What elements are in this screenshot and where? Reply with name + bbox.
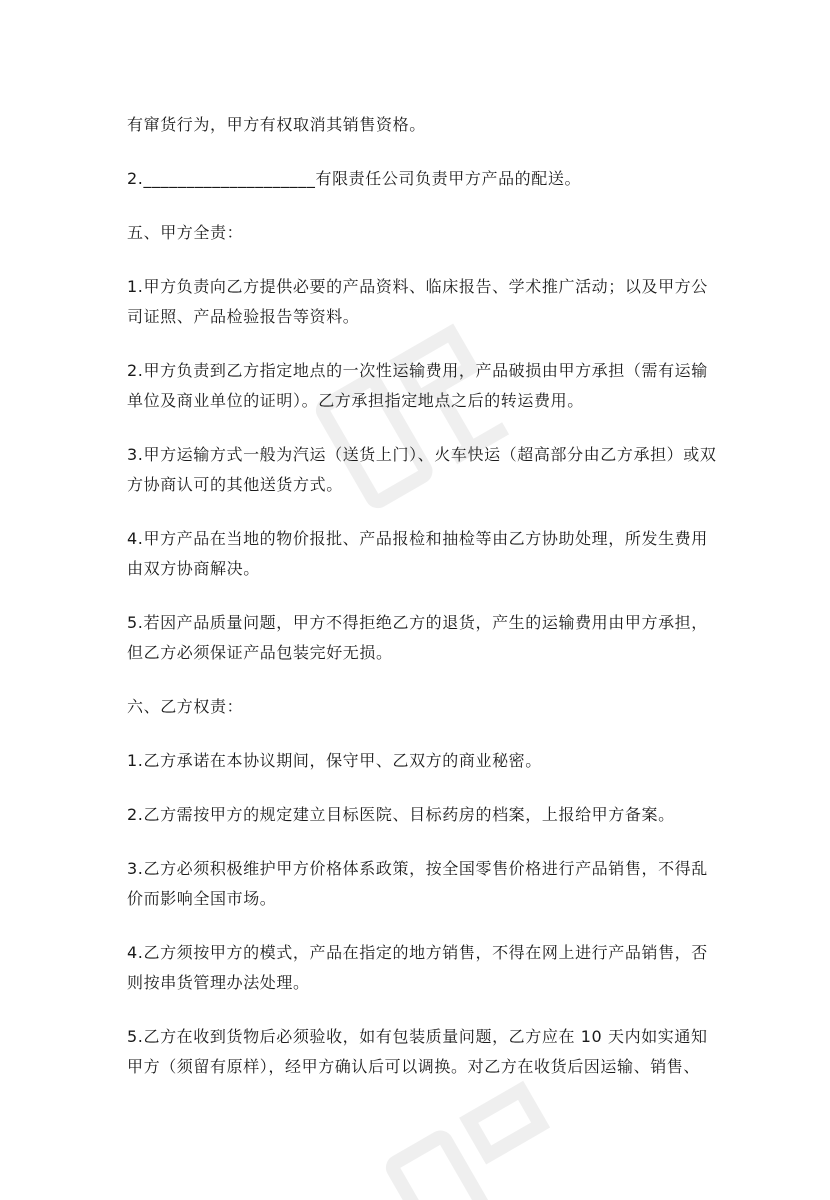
paragraph (127, 356, 717, 416)
paragraph (127, 800, 717, 830)
text-line: 2.乙方需按甲方的规定建立目标医院、目标药房的档案，上报给甲方备案。 (127, 805, 675, 824)
text-line: 价而影响全国市场。 (127, 889, 277, 908)
text-line: 则按串货管理办法处理。 (127, 973, 310, 992)
paragraph (127, 164, 717, 194)
text-line: 六、乙方权责： (127, 697, 244, 716)
section-heading (127, 218, 717, 248)
text-line: 方协商认可的其他送货方式。 (127, 475, 343, 494)
text-line: 由双方协商解决。 (127, 559, 260, 578)
paragraph (127, 524, 717, 584)
document-body (127, 110, 717, 1106)
paragraph (127, 272, 717, 332)
text-line: 4.乙方须按甲方的模式，产品在指定的地方销售，不得在网上进行产品销售，否 (127, 943, 708, 962)
paragraph (127, 854, 717, 914)
paragraph (127, 608, 717, 668)
paragraph (127, 440, 717, 500)
paragraph (127, 746, 717, 776)
text-line: 有窜货行为，甲方有权取消其销售资格。 (127, 115, 426, 134)
text-line: 司证照、产品检验报告等资料。 (127, 307, 360, 326)
text-line: 5.乙方在收到货物后必须验收，如有包装质量问题，乙方应在 10 天内如实通知 (127, 1027, 708, 1046)
paragraph (127, 938, 717, 998)
paragraph (127, 1022, 717, 1082)
text-line: 3.乙方必须积极维护甲方价格体系政策，按全国零售价格进行产品销售，不得乱 (127, 859, 708, 878)
text-line: 1.甲方负责向乙方提供必要的产品资料、临床报告、学术推广活动；以及甲方公 (127, 277, 708, 296)
section-heading (127, 692, 717, 722)
text-line: 1.乙方承诺在本协议期间，保守甲、乙双方的商业秘密。 (127, 751, 542, 770)
text-line: 3.甲方运输方式一般为汽运（送货上门）、火车快运（超高部分由乙方承担）或双 (127, 445, 717, 464)
text-line: 但乙方必须保证产品包装完好无损。 (127, 643, 393, 662)
text-line: 2.甲方负责到乙方指定地点的一次性运输费用，产品破损由甲方承担（需有运输 (127, 361, 708, 380)
text-line: 5.若因产品质量问题，甲方不得拒绝乙方的退货，产生的运输费用由甲方承担， (127, 613, 708, 632)
paragraph (127, 110, 717, 140)
text-line: 2.____________________有限责任公司负责甲方产品的配送。 (127, 169, 582, 188)
text-line: 甲方（须留有原样），经甲方确认后可以调换。对乙方在收货后因运输、销售、 (127, 1057, 701, 1076)
text-line: 4.甲方产品在当地的物价报批、产品报检和抽检等由乙方协助处理，所发生费用 (127, 529, 708, 548)
text-line: 五、甲方全责： (127, 223, 244, 242)
text-line: 单位及商业单位的证明）。乙方承担指定地点之后的转运费用。 (127, 391, 584, 410)
